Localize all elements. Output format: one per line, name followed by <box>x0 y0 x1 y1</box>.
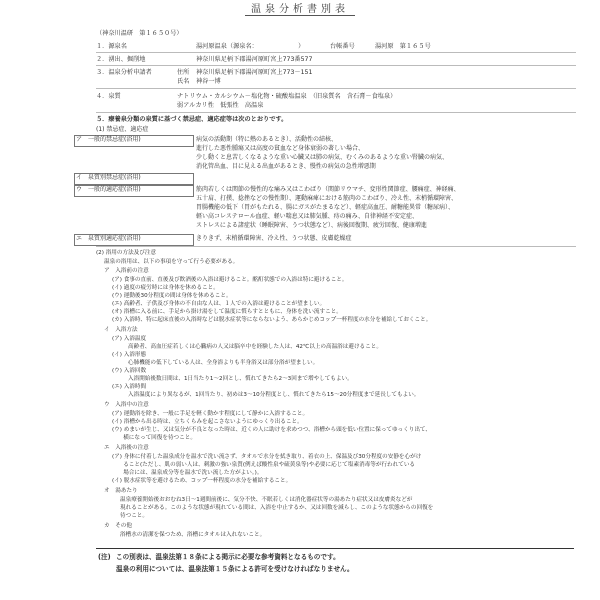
during-bath-item-2: (イ) 浴槽から出る時は、立ちくらみを起こさないようにゆっくり出ること。 <box>112 419 303 425</box>
during-bath-heading: ウ 入浴中の注意 <box>104 402 149 408</box>
field-applicant-address-label: 住所 <box>177 69 190 76</box>
divider <box>96 88 576 89</box>
bath-sickness-line-2: 現れることがある。このような状態が現れている間は、入浴を中止するか、又は回数を減らし、このような状態からの回復を <box>120 505 434 511</box>
bath-sickness-line-3: 待つこと。 <box>120 513 148 519</box>
document-reference: （神奈川温研 第１６５０号） <box>96 30 183 37</box>
general-indications-line-2: 五十肩、打撲、捻挫などの慢性期）、運動麻痺における筋肉のこわばり、冷え性、末梢循環障害、 <box>196 195 458 202</box>
section-contraindications-heading: (1) 禁忌症、適応症 <box>96 126 149 133</box>
document-title: 温泉分析書別表 <box>0 4 600 16</box>
during-bath-item-3-cont: 横になって回復を待つこと。 <box>112 435 196 441</box>
during-bath-item-3: (ウ) めまいが生じ、又は気分が不良となった時は、近くの人に助けを求めつつ、浴槽から頭を低い位置に保ってゆっくり出て、 <box>112 427 432 433</box>
bath-form-text: 心肺機能の低下している人は、全身浴よりも半身浴又は部分浴が望ましい。 <box>128 360 319 366</box>
general-indications-line-3: 胃腸機能の低下（胃がもたれる、腸にガスがたまるなど）、軽症高血圧、耐糖能異常（糖尿病）、 <box>196 204 455 211</box>
pre-bath-item-4: (エ) 高齢者、子供及び身体の不自由な人は、１人での入浴は避けることが望ましい。 <box>112 301 326 307</box>
general-indications-line-1: 筋肉若しくは関節の慢性的な痛み又はこわばり（関節リウマチ、変形性関節症、腰痛症、神経痛、 <box>196 186 460 193</box>
post-bath-item-1-cont-a: ること(ただし、肌の弱い人は、刺激の強い泉質(例えば酸性泉や硫黄泉等)や必要に応じて塩素消毒等が行われている <box>112 462 416 468</box>
pre-bath-item-5: (オ) 浴槽に入る前に、手足から掛け湯をして温度に慣らすとともに、身体を洗い流すこと。 <box>112 309 342 315</box>
footer-note-line-1: この別表は、温泉法第１８条による掲示に必要な参考資料となるものです。 <box>116 553 340 561</box>
field-spring-name-value: 湯河原温泉（源泉名： ） <box>196 43 305 50</box>
general-contraindications-label: ア 一般的禁忌症(浴用) <box>76 136 141 143</box>
post-bath-item-2: (イ) 脱水症状等を避けるため、コップ一杯程度の水分を補給すること。 <box>112 478 292 484</box>
other-notes-text: 浴槽水の清潔を保つため、浴槽にタオルは入れないこと。 <box>120 532 266 538</box>
footer-note-label: (注) <box>98 553 111 561</box>
field-indications-heading: ５．療養泉分類の泉質に基づく禁忌症、適応症等は次のとおりです。 <box>96 116 288 123</box>
field-spring-quality-sub: 弱アルカリ性 低張性 高温泉 <box>177 102 264 109</box>
field-ledger-label: 台帳番号 <box>330 43 355 50</box>
general-contraindications-line-3: 少し動くと息苦しくなるような重い心臓又は肺の病気、むくみのあるような重い腎臓の病気、 <box>196 154 449 161</box>
field-applicant-name-label: 氏名 <box>177 78 190 85</box>
other-notes-heading: カ その他 <box>104 523 132 529</box>
bath-temp-heading: (ア) 入浴温度 <box>112 336 147 342</box>
specific-indications-text: きりきず、末梢循環障害、冷え性、うつ状態、皮膚乾燥症 <box>196 235 352 242</box>
bathing-intro: 温泉の浴用は、以下の事項を守って行う必要がある。 <box>104 259 239 265</box>
divider <box>96 52 576 53</box>
bath-sickness-heading: オ 湯あたり <box>104 488 138 494</box>
bath-form-heading: (イ) 入浴形態 <box>112 352 147 358</box>
post-bath-item-1-cont-b: 場合には、温泉成分等を温水で洗い流した方がよい。)。 <box>112 470 263 476</box>
bath-frequency-heading: (ウ) 入浴回数 <box>112 368 147 374</box>
general-contraindications-line-1: 病気の活動期（特に熱のあるとき）、活動性の結核、 <box>196 136 338 143</box>
field-ledger-value: 湯河原 第１６５号 <box>375 43 431 50</box>
field-spring-quality-value: ナトリウム・カルシウム－塩化物・硫酸塩温泉 （旧泉質名 含石膏－食塩泉） <box>177 93 397 100</box>
general-indications-label: ウ 一般的適応症(浴用) <box>76 186 141 193</box>
field-location-label: ２．湧出、掘削地 <box>96 56 146 63</box>
pre-bath-item-3: (ウ) 運動後30分程度の間は身体を休めること。 <box>112 293 232 299</box>
specific-contraindications-label: イ 泉質別禁忌症(浴用) <box>76 174 141 181</box>
general-contraindications-line-4: 消化管出血、目に見える出血があるとき、慢性の病気の急性増悪期 <box>196 163 376 170</box>
bath-method-heading: イ 入浴方法 <box>104 327 138 333</box>
post-bath-heading: エ 入浴後の注意 <box>104 445 149 451</box>
field-location-value: 神奈川県足柄下郡湯河原町宮上773番577 <box>196 56 313 63</box>
field-applicant-address: 神奈川県足柄下郡湯河原町宮上773－151 <box>196 69 313 76</box>
pre-bath-item-1: (ア) 食事の直前、直後及び飲酒後の入浴は避けること。酩酊状態での入浴は特に避けること。 <box>112 277 348 283</box>
pre-bath-item-2: (イ) 過度の疲労時には身体を休めること。 <box>112 285 219 291</box>
divider <box>96 65 576 66</box>
post-bath-item-1: (ア) 身体に付着した温泉成分を温水で洗い流さず、タオルで水分を拭き取り、着衣の上、保温及び30分程度の安静を心がけ <box>112 454 422 460</box>
general-contraindications-line-2: 進行した悪性腫瘍又は高度の貧血など身体衰弱の著しい場合、 <box>196 145 365 152</box>
field-applicant-name: 神谷一博 <box>196 78 221 85</box>
field-spring-quality-label: ４．泉質 <box>96 93 121 100</box>
bath-frequency-text: 入浴開始後数日間は、1日当たり1～2回とし、慣れてきたら2～3回まで増やしてもよい。 <box>128 376 353 382</box>
pre-bath-item-6: (カ) 入浴時、特に起床直後の入浴時などは脱水症状等にならないよう、あらかじめコップ一杯程度の水分を補給しておくこと。 <box>112 317 432 323</box>
field-applicant-label: ３．温泉分析申請者 <box>96 69 152 76</box>
field-spring-name-label: １．源泉名 <box>96 43 127 50</box>
bath-duration-heading: (エ) 入浴時間 <box>112 384 147 390</box>
bath-sickness-line-1: 温泉療養開始後おおむね3日～1週間前後に、気分不快、不眠若しくは消化器症状等の湯あたり症状又は皮膚炎などが <box>120 497 413 503</box>
specific-indications-label: エ 泉質別適応症(浴用) <box>76 235 141 242</box>
divider <box>96 246 576 247</box>
bath-temp-text: 高齢者、高血圧症若しくは心臓病の人又は脳卒中を経験した人は、42℃以上の高温浴は避けること。 <box>128 344 382 350</box>
general-indications-line-4: 軽い高コレステロール血症、軽い喘息又は肺気腫、痔の痛み、自律神経不安定症、 <box>196 213 418 220</box>
footer-note-line-2: 温泉の利用については、温泉法第１５条による許可を受けなければなりません。 <box>116 565 354 573</box>
general-indications-line-5: ストレスによる諸症状（睡眠障害、うつ状態など）、病後回復期、疲労回復、健康増進 <box>196 222 427 229</box>
divider <box>96 112 576 113</box>
bathing-method-heading: (2) 浴用の方法及び注意 <box>96 250 157 256</box>
during-bath-item-1: (ア) 運動浴を除き、一般に手足を軽く動かす程度にして静かに入浴すること。 <box>112 411 309 417</box>
bath-duration-text: 入浴温度により異なるが、1回当たり、初めは3～10分程度とし、慣れてきたら15～20分程度まで延長してもよい。 <box>128 392 420 398</box>
pre-bath-heading: ア 入浴前の注意 <box>104 268 149 274</box>
